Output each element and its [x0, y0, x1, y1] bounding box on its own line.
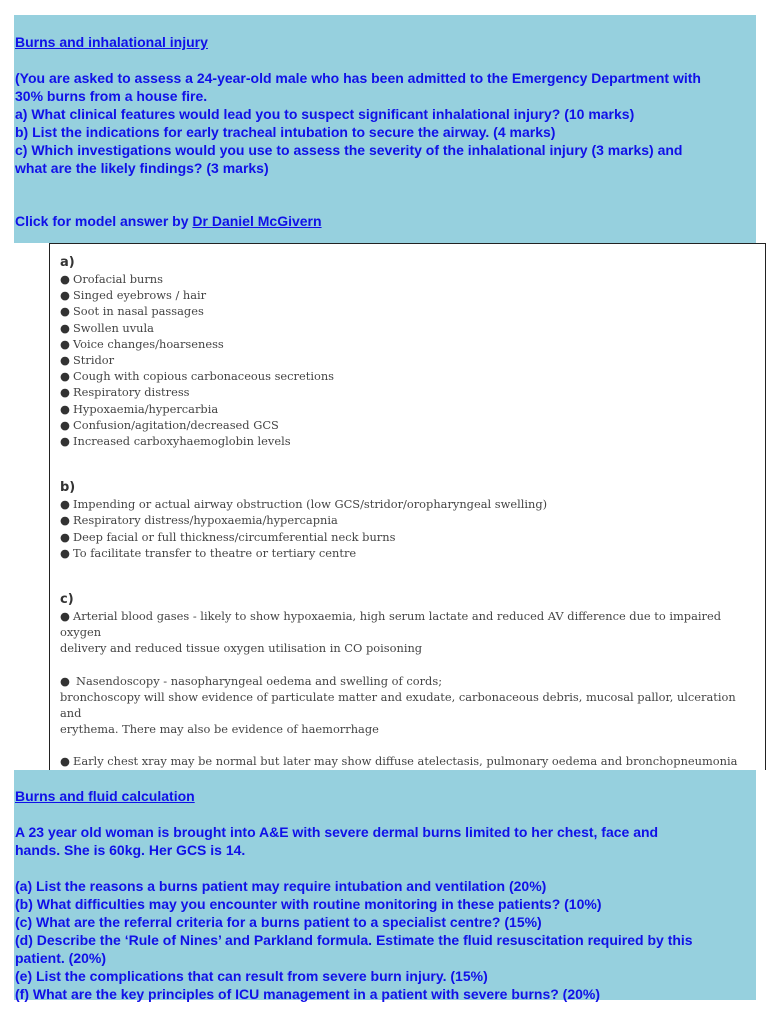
- list-item-text: Increased carboxyhaemoglobin levels: [73, 434, 291, 449]
- model-answer-prefix: Click for model answer by: [15, 213, 193, 229]
- list-item: [60, 336, 755, 352]
- bullet-icon: ●: [60, 417, 70, 432]
- list-item-text: Singed eyebrows / hair: [73, 288, 207, 303]
- list-item-text: Voice changes/hoarseness: [73, 336, 224, 351]
- list-item: [60, 320, 755, 336]
- answer-paragraph-nasendoscopy: [60, 673, 755, 689]
- section-heading-b: b): [60, 480, 76, 496]
- question-text-line: (You are asked to assess a 24-year-old male who has been admitted to the Emergency Department with: [15, 70, 701, 86]
- list-item: [60, 352, 755, 368]
- list-item-text: Soot in nasal passages: [73, 304, 204, 319]
- bullet-icon: ●: [60, 529, 70, 544]
- list-item-text: Confusion/agitation/decreased GCS: [73, 417, 279, 432]
- section-heading-a: a): [60, 255, 75, 270]
- question-title-link[interactable]: Burns and fluid calculation: [15, 788, 195, 804]
- bullet-icon: ●: [60, 336, 70, 351]
- answer-paragraph-chest-xray: [60, 753, 755, 769]
- question-text-line: 30% burns from a house fire.: [15, 88, 208, 104]
- question-text-line: A 23 year old woman is brought into A&E with severe dermal burns limited to her chest, face and: [15, 824, 659, 840]
- list-item-text: Respiratory distress/hypoxaemia/hypercapnia: [73, 513, 338, 528]
- paragraph-text: Nasendoscopy - nasopharyngeal oedema and swelling of cords;: [76, 673, 443, 688]
- list-item: [60, 271, 755, 287]
- bullet-icon: ●: [60, 434, 70, 449]
- question-part: (a) List the reasons a burns patient may require intubation and ventilation (20%): [15, 878, 547, 894]
- section-heading-c: c): [60, 592, 74, 608]
- list-item: [60, 529, 755, 545]
- list-item: [60, 303, 755, 319]
- list-item: [60, 496, 755, 512]
- list-item: [60, 512, 755, 528]
- bullet-icon: ●: [60, 272, 70, 286]
- bullet-icon: ●: [60, 754, 70, 769]
- question-part-cont: patient. (20%): [15, 950, 107, 966]
- question-part: (e) List the complications that can result from severe burn injury. (15%): [15, 968, 488, 984]
- bullet-icon: ●: [60, 545, 70, 560]
- list-item: [60, 417, 755, 433]
- question-part-a: a) What clinical features would lead you to suspect significant inhalational injury? (10 marks): [15, 106, 635, 122]
- list-item: [60, 287, 755, 303]
- list-item: [60, 401, 755, 417]
- paragraph-text-cont: delivery and reduced tissue oxygen utilisation in CO poisoning: [60, 641, 423, 656]
- list-item-text: Stridor: [73, 353, 115, 368]
- question-part: (b) What difficulties may you encounter with routine monitoring in these patients? (10%): [15, 896, 602, 912]
- list-item-text: Impending or actual airway obstruction (low GCS/stridor/oropharyngeal swelling): [73, 497, 548, 512]
- list-item: [60, 545, 755, 561]
- list-item-text: Hypoxaemia/hypercarbia: [73, 401, 219, 416]
- bullet-icon: ●: [60, 609, 70, 624]
- question-part-b: b) List the indications for early tracheal intubation to secure the airway. (4 marks): [15, 124, 556, 140]
- answer-paragraph-abg: [60, 608, 755, 640]
- question-text-line: hands. She is 60kg. Her GCS is 14.: [15, 842, 246, 858]
- question-block-inhalational-injury: [14, 15, 756, 243]
- list-item: [60, 433, 755, 449]
- question-part: (d) Describe the ‘Rule of Nines’ and Parkland formula. Estimate the fluid resuscitation required by this: [15, 932, 693, 948]
- bullet-icon: ●: [60, 353, 70, 368]
- bullet-icon: ●: [60, 401, 70, 416]
- list-item: [60, 368, 755, 384]
- bullet-icon: ●: [60, 304, 70, 319]
- list-item-text: Orofacial burns: [73, 272, 163, 286]
- model-answer-box: [49, 243, 766, 770]
- question-part-c: c) Which investigations would you use to assess the severity of the inhalational injury (3 marks) and: [15, 142, 683, 158]
- question-part: (f) What are the key principles of ICU management in a patient with severe burns? (20%): [15, 986, 601, 1002]
- list-item-text: Cough with copious carbonaceous secretions: [73, 369, 335, 384]
- bullet-icon: ●: [60, 513, 70, 528]
- model-answer-author-link[interactable]: Dr Daniel McGivern: [192, 213, 322, 229]
- question-block-fluid-calculation: [14, 770, 756, 1000]
- question-part-c-cont: what are the likely findings? (3 marks): [15, 160, 269, 176]
- paragraph-text: Arterial blood gases - likely to show hypoxaemia, high serum lactate and reduced AV difference due to impaired oxygen: [60, 609, 721, 640]
- list-item-text: Deep facial or full thickness/circumferential neck burns: [73, 529, 396, 544]
- bullet-icon: ●: [60, 497, 70, 512]
- bullet-icon: ●: [60, 288, 70, 303]
- bullet-icon: ●: [60, 385, 70, 400]
- bullet-icon: ●: [60, 369, 70, 384]
- list-item-text: To facilitate transfer to theatre or tertiary centre: [73, 545, 357, 560]
- bullet-icon: ●: [60, 673, 70, 688]
- paragraph-text-cont: bronchoscopy will show evidence of particulate matter and exudate, carbonaceous debris, mucosal pallor, ulceration and: [60, 689, 736, 721]
- list-item: [60, 384, 755, 400]
- paragraph-text-cont: erythema. There may also be evidence of haemorrhage: [60, 722, 379, 737]
- question-title-link[interactable]: Burns and inhalational injury: [15, 34, 208, 50]
- list-item-text: Respiratory distress: [73, 385, 190, 400]
- list-item-text: Swollen uvula: [73, 320, 154, 335]
- bullet-icon: ●: [60, 320, 70, 335]
- model-answer-prompt: [15, 212, 755, 230]
- question-part: (c) What are the referral criteria for a burns patient to a specialist centre? (15%): [15, 914, 542, 930]
- paragraph-text: Early chest xray may be normal but later may show diffuse atelectasis, pulmonary oedema and bronchopneumonia: [73, 754, 738, 769]
